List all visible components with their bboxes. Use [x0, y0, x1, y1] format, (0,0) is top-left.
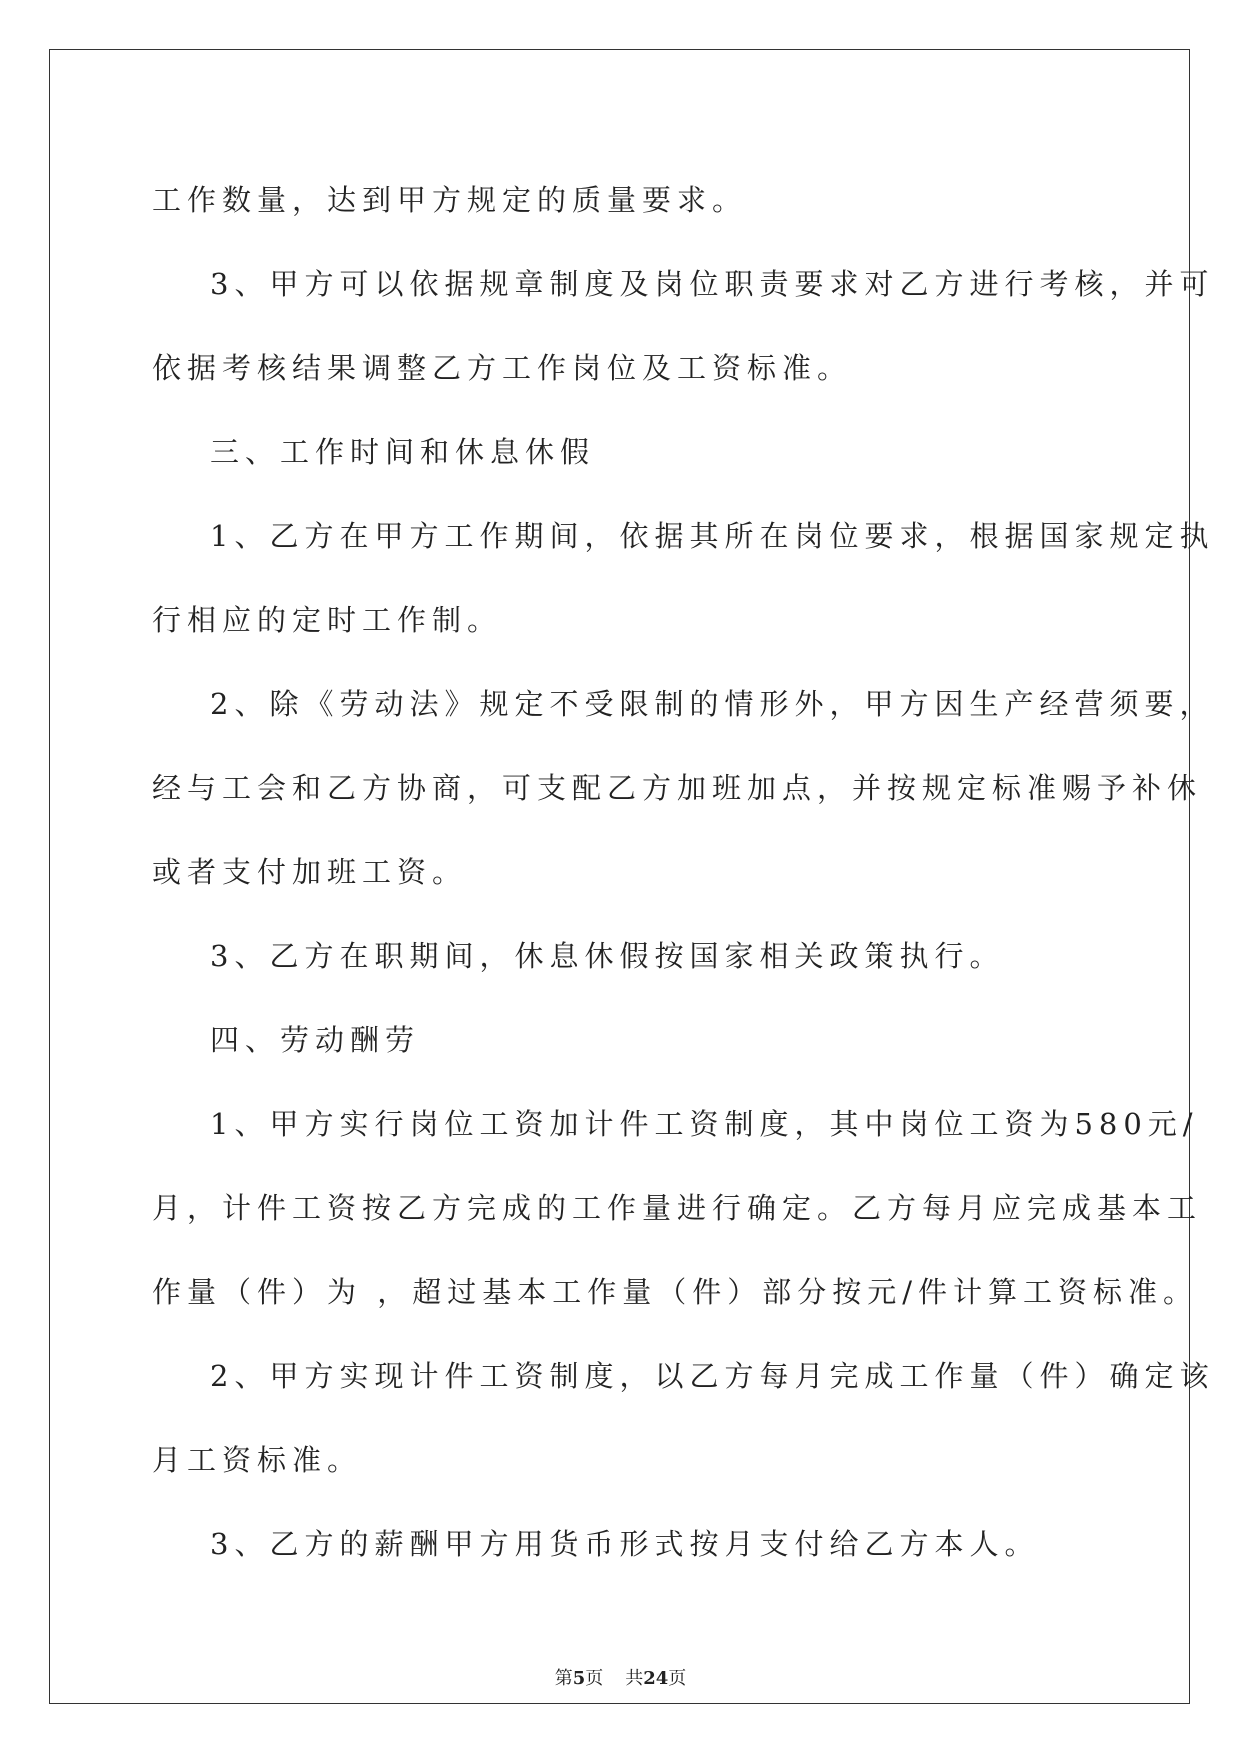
paragraph-line: 依据考核结果调整乙方工作岗位及工资标准。 — [152, 351, 853, 385]
total-suffix: 页 — [668, 1668, 687, 1689]
paragraph-line: 月，计件工资按乙方完成的工作量进行确定。乙方每月应完成基本工 — [152, 1191, 1203, 1225]
paragraph-line: 作量（件）为 ，超过基本工作量（件）部分按元/件计算工资标准。 — [152, 1275, 1198, 1309]
page-footer — [0, 1664, 1241, 1690]
paragraph-line: 2、除《劳动法》规定不受限制的情形外，甲方因生产经营须要， — [210, 687, 1215, 721]
paragraph-line: 行相应的定时工作制。 — [152, 603, 503, 637]
paragraph-line: 工作数量，达到甲方规定的质量要求。 — [152, 183, 748, 217]
section-heading: 四、劳动酬劳 — [210, 1023, 421, 1057]
paragraph-line: 3、乙方的薪酬甲方用货币形式按月支付给乙方本人。 — [210, 1527, 1040, 1561]
paragraph-line: 2、甲方实现计件工资制度，以乙方每月完成工作量（件）确定该 — [210, 1359, 1215, 1393]
paragraph-line: 3、乙方在职期间，休息休假按国家相关政策执行。 — [210, 939, 1005, 973]
paragraph-line: 1、甲方实行岗位工资加计件工资制度，其中岗位工资为580元/ — [210, 1107, 1199, 1141]
total-pages: 24 — [643, 1668, 669, 1689]
section-heading: 三、工作时间和休息休假 — [210, 435, 596, 469]
page-suffix: 页 — [585, 1668, 604, 1689]
paragraph-line: 经与工会和乙方协商，可支配乙方加班加点，并按规定标准赐予补休 — [152, 771, 1203, 805]
paragraph-line: 3、甲方可以依据规章制度及岗位职责要求对乙方进行考核，并可 — [210, 267, 1215, 301]
document-body — [152, 158, 1215, 1586]
paragraph-line: 或者支付加班工资。 — [152, 855, 468, 889]
total-prefix: 共 — [625, 1668, 644, 1689]
page-number: 5 — [572, 1668, 586, 1689]
paragraph-line: 1、乙方在甲方工作期间，依据其所在岗位要求，根据国家规定执 — [210, 519, 1215, 553]
paragraph-line: 月工资标准。 — [152, 1443, 363, 1477]
page-prefix: 第 — [554, 1668, 573, 1689]
